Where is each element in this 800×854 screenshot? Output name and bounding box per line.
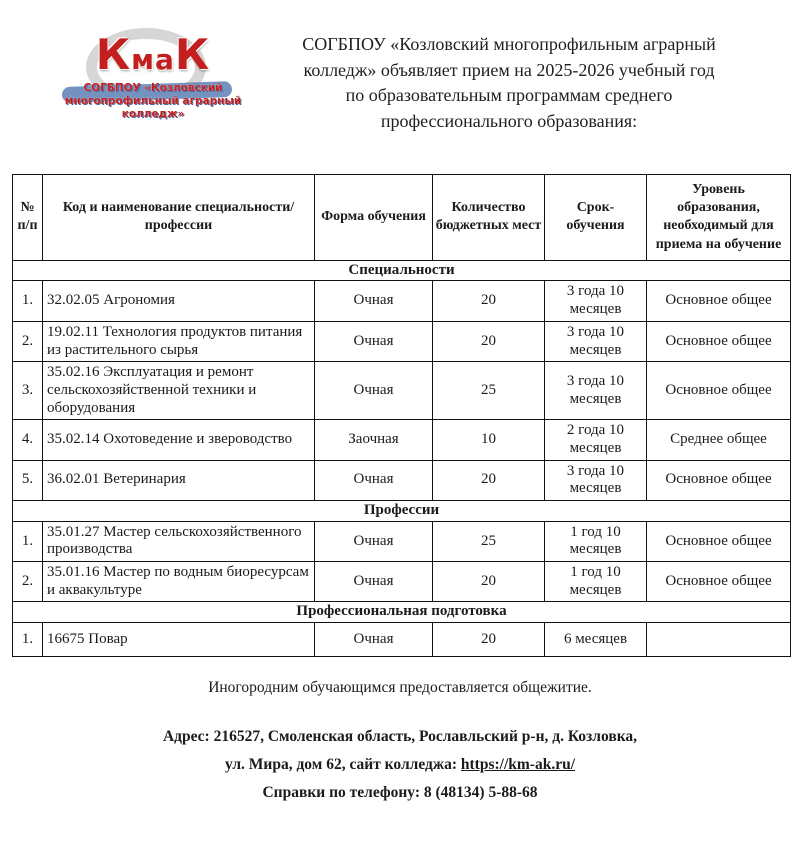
college-logo <box>58 26 248 138</box>
cell-form: Очная <box>315 460 433 500</box>
cell-name: 35.02.14 Охотоведение и звероводство <box>43 420 315 460</box>
cell-form: Очная <box>315 321 433 361</box>
cell-level: Основное общее <box>647 521 791 561</box>
site-label: ул. Мира, дом 62, сайт колледжа: <box>224 756 461 774</box>
col-header-num: № п/п <box>13 175 43 261</box>
logo-subtitle-line: СОГБПОУ «Козловский <box>83 82 223 94</box>
table-row <box>13 281 791 321</box>
college-site-link[interactable]: https://km-ak.ru/ <box>460 756 576 774</box>
title-line: профессионального образования: <box>380 110 638 131</box>
title-line: по образовательным программам среднего <box>345 85 673 106</box>
logo-subtitle <box>58 82 248 121</box>
cell-level: Основное общее <box>647 321 791 361</box>
cell-name: 36.02.01 Ветеринария <box>43 460 315 500</box>
cell-seats: 25 <box>433 362 545 420</box>
cell-name: 35.01.27 Мастер сельскохозяйственного производства <box>43 521 315 561</box>
cell-level: Основное общее <box>647 460 791 500</box>
cell-num: 4. <box>13 420 43 460</box>
section-title: Специальности <box>13 260 791 281</box>
cell-num: 1. <box>13 281 43 321</box>
table-row <box>13 321 791 361</box>
admissions-table <box>12 174 791 657</box>
logo-acronym <box>58 30 248 79</box>
col-header-seats: Количество бюджетных мест <box>433 175 545 261</box>
cell-duration: 3 года 10 месяцев <box>545 281 647 321</box>
section-band-professions <box>13 501 791 522</box>
contact-block <box>0 723 800 807</box>
cell-seats: 20 <box>433 562 545 602</box>
col-header-duration: Срок- обучения <box>545 175 647 261</box>
logo-letter: ма <box>131 43 175 76</box>
table-row <box>13 460 791 500</box>
cell-level: Среднее общее <box>647 420 791 460</box>
cell-seats: 10 <box>433 420 545 460</box>
logo-letter: К <box>174 30 211 79</box>
cell-num: 2. <box>13 562 43 602</box>
cell-level: Основное общее <box>647 562 791 602</box>
cell-form: Заочная <box>315 420 433 460</box>
cell-name: 32.02.05 Агрономия <box>43 281 315 321</box>
section-band-specialties <box>13 260 791 281</box>
cell-seats: 25 <box>433 521 545 561</box>
cell-duration: 1 год 10 месяцев <box>545 521 647 561</box>
cell-num: 3. <box>13 362 43 420</box>
cell-seats: 20 <box>433 321 545 361</box>
cell-name: 35.01.16 Мастер по водным биоресурсам и аквакультуре <box>43 562 315 602</box>
cell-form: Очная <box>315 562 433 602</box>
document-header <box>0 0 800 138</box>
cell-num: 5. <box>13 460 43 500</box>
cell-seats: 20 <box>433 623 545 657</box>
cell-duration: 3 года 10 месяцев <box>545 362 647 420</box>
cell-duration: 2 года 10 месяцев <box>545 420 647 460</box>
title-line: СОГБПОУ «Козловский многопрофильным аграрный <box>302 34 716 54</box>
table-row <box>13 420 791 460</box>
address-line: Адрес: 216527, Смоленская область, Рославльский р-н, д. Козловка, <box>162 728 638 746</box>
col-header-name: Код и наименование специальности/профессии <box>43 175 315 261</box>
cell-num: 2. <box>13 321 43 361</box>
cell-name: 35.02.16 Эксплуатация и ремонт сельскохозяйственной техники и оборудования <box>43 362 315 420</box>
table-row <box>13 521 791 561</box>
logo-subtitle-line: многопрофильный аграрный <box>64 95 242 108</box>
cell-level: Основное общее <box>647 281 791 321</box>
logo-letter: К <box>95 30 132 79</box>
cell-level <box>647 623 791 657</box>
title-line: колледж» объявляет прием на 2025-2026 учебный год <box>303 59 715 80</box>
cell-duration: 1 год 10 месяцев <box>545 562 647 602</box>
cell-num: 1. <box>13 521 43 561</box>
cell-duration: 3 года 10 месяцев <box>545 321 647 361</box>
cell-form: Очная <box>315 281 433 321</box>
cell-num: 1. <box>13 623 43 657</box>
address-line <box>0 751 800 779</box>
cell-seats: 20 <box>433 281 545 321</box>
page-title <box>248 26 780 138</box>
section-band-professional-training <box>13 602 791 623</box>
cell-seats: 20 <box>433 460 545 500</box>
cell-name: 19.02.11 Технология продуктов питания из растительного сырья <box>43 321 315 361</box>
table-row <box>13 562 791 602</box>
cell-name: 16675 Повар <box>43 623 315 657</box>
cell-duration: 6 месяцев <box>545 623 647 657</box>
cell-form: Очная <box>315 623 433 657</box>
cell-duration: 3 года 10 месяцев <box>545 460 647 500</box>
table-row <box>13 623 791 657</box>
table-header-row <box>13 175 791 261</box>
cell-level: Основное общее <box>647 362 791 420</box>
phone-line: Справки по телефону: 8 (48134) 5-88-68 <box>262 783 538 801</box>
col-header-level: Уровень образования, необходимый для приема на обучение <box>647 175 791 261</box>
section-title: Профессии <box>13 501 791 522</box>
section-title: Профессиональная подготовка <box>13 602 791 623</box>
dormitory-note: Иногородним обучающимся предоставляется общежитие. <box>208 679 592 697</box>
col-header-form: Форма обучения <box>315 175 433 261</box>
table-row <box>13 362 791 420</box>
cell-form: Очная <box>315 521 433 561</box>
logo-subtitle-line: колледж» <box>121 108 185 121</box>
cell-form: Очная <box>315 362 433 420</box>
